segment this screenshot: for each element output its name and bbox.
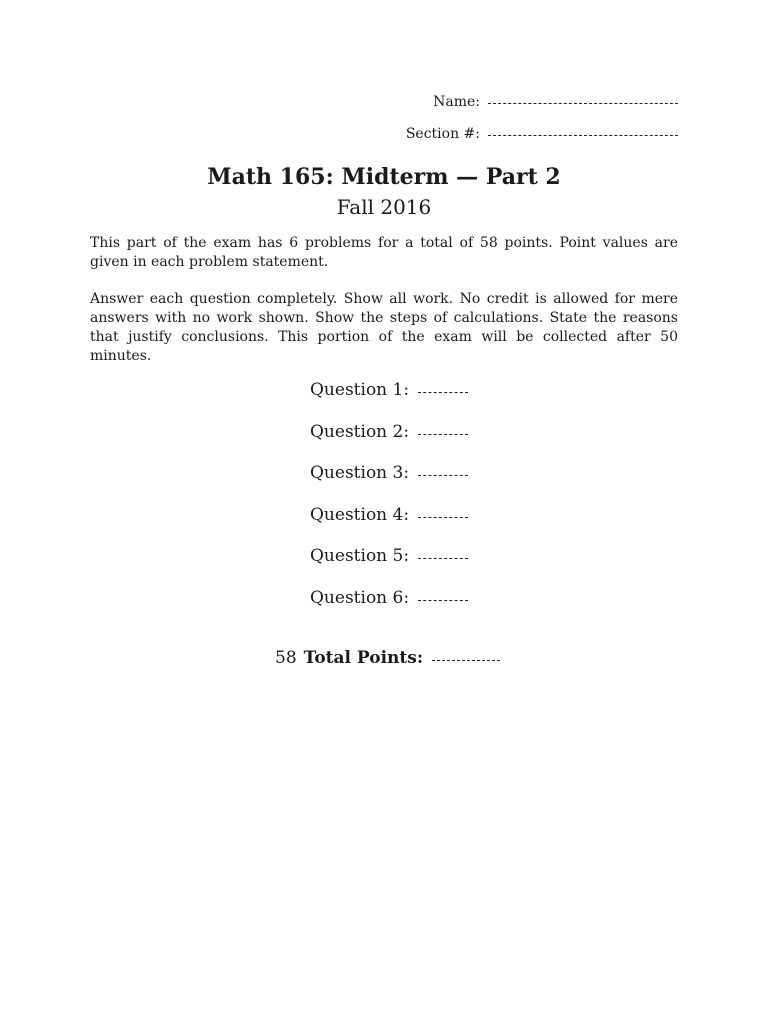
exam-title: Math 165: Midterm — Part 2 xyxy=(207,164,561,190)
question-score-row xyxy=(310,588,468,630)
total-points-row xyxy=(275,648,500,668)
question-label: Question 4: xyxy=(310,504,410,525)
question-score-blank[interactable] xyxy=(418,600,468,601)
question-score-blank[interactable] xyxy=(418,558,468,559)
question-label: Question 5: xyxy=(310,546,410,567)
exam-term: Fall 2016 xyxy=(336,195,432,219)
instructions-paragraph-2: Answer each question completely. Show all work. No credit is allowed for mere answers with no work shown. Show the steps of calculations. State the reasons that justify conclusions. This portion of the exam will be collected after 50 minutes. xyxy=(90,291,678,364)
question-score-blank[interactable] xyxy=(418,517,468,518)
name-field-row xyxy=(433,94,678,110)
question-label: Question 1: xyxy=(310,380,410,400)
question-label: Question 2: xyxy=(310,421,410,442)
question-score-row xyxy=(310,505,468,547)
total-points-label: Total Points: xyxy=(303,648,424,668)
name-label: Name: xyxy=(433,94,480,110)
total-points-blank[interactable] xyxy=(432,660,500,661)
question-score-blank[interactable] xyxy=(418,475,468,476)
score-table xyxy=(310,380,468,630)
section-field-row xyxy=(406,126,678,142)
question-score-blank[interactable] xyxy=(418,434,468,435)
question-score-row xyxy=(310,463,468,505)
question-score-blank[interactable] xyxy=(418,392,468,393)
question-label: Question 3: xyxy=(310,463,410,484)
question-label: Question 6: xyxy=(310,587,410,608)
name-blank-line[interactable] xyxy=(488,103,678,104)
instructions-paragraph-1: This part of the exam has 6 problems for a total of 58 points. Point values are given in each problem statement. xyxy=(90,235,678,270)
question-score-row xyxy=(310,422,468,464)
section-label: Section #: xyxy=(405,126,480,142)
section-blank-line[interactable] xyxy=(488,135,678,136)
total-points-value: 58 xyxy=(275,648,297,668)
question-score-row xyxy=(310,380,468,422)
question-score-row xyxy=(310,546,468,588)
